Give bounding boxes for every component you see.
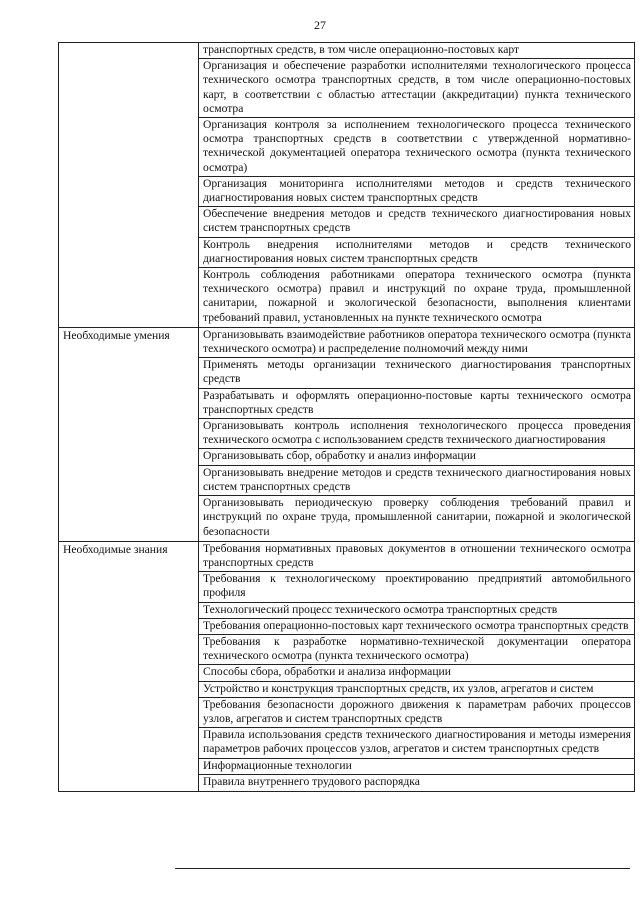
item-list: [199, 43, 634, 326]
list-item: Контроль внедрения исполнителями методов и средств технического диагностирования новых систем транспортных средств: [199, 238, 634, 268]
section-label: Необходимые умения: [63, 328, 170, 342]
table-body: [59, 43, 635, 792]
list-item: Организовывать контроль исполнения технологического процесса проведения технического осмотра с использованием средств технического диагностирования: [199, 419, 634, 449]
section-label-cell: [59, 43, 199, 328]
list-item: Информационные технологии: [199, 759, 634, 775]
list-item: Разрабатывать и оформлять операционно-постовые карты технического осмотра транспортных средств: [199, 389, 634, 419]
list-item: Технологический процесс технического осмотра транспортных средств: [199, 603, 634, 619]
list-item: Организовывать взаимодействие работников оператора технического осмотра (пункта технического осмотра) и распределение полномочий между ними: [199, 328, 634, 358]
list-item: Организовывать сбор, обработку и анализ информации: [199, 449, 634, 465]
list-item: Требования к разработке нормативно-технической документации оператора технического осмотра (пункта технического осмотра): [199, 635, 634, 665]
item-list: [199, 542, 634, 790]
list-item: Правила внутреннего трудового распорядка: [203, 774, 420, 788]
table-row: [59, 541, 635, 791]
section-items-cell: [199, 327, 635, 541]
list-item: Применять методы организации технического диагностирования транспортных средств: [199, 358, 634, 388]
list-item: Требования к технологическому проектированию предприятий автомобильного профиля: [199, 572, 634, 602]
list-item: Обеспечение внедрения методов и средств технического диагностирования новых систем транспортных средств: [199, 207, 634, 237]
list-item: Организация мониторинга исполнителями методов и средств технического диагностирования новых систем транспортных средств: [199, 177, 634, 207]
section-items-cell: [199, 43, 635, 328]
item-list: [199, 328, 634, 540]
list-item: Требования безопасности дорожного движения к параметрам рабочих процессов узлов, агрегатов и систем транспортных средств: [199, 698, 634, 728]
bottom-rule: [175, 868, 630, 869]
list-item: Требования операционно-постовых карт технического осмотра транспортных средств: [199, 619, 634, 635]
list-item: Способы сбора, обработки и анализа информации: [199, 665, 634, 681]
list-item: Требования нормативных правовых документов в отношении технического осмотра транспортных средств: [199, 542, 634, 572]
section-label: [63, 43, 195, 44]
competency-table: [58, 42, 635, 792]
section-label: Необходимые знания: [63, 542, 168, 556]
list-item: Организация контроля за исполнением технологического процесса технического осмотра транспортных средств в соответствии с утвержденной нормативно-технической документацией оператора технического осмотра (пункта технического осмотра): [199, 118, 634, 177]
list-item: Организовывать внедрение методов и средств технического диагностирования новых систем транспортных средств: [199, 466, 634, 496]
list-item: Устройство и конструкция транспортных средств, их узлов, агрегатов и систем: [199, 682, 634, 698]
section-items-cell: [199, 541, 635, 791]
list-item: Организовывать периодическую проверку соблюдения требований правил и инструкций по охране труда, промышленной санитарии, пожарной и экологической безопасности: [203, 496, 631, 538]
section-label-cell: [59, 327, 199, 541]
list-item: Правила использования средств технического диагностирования и методы измерения параметров рабочих процессов узлов, агрегатов и систем транспортных средств: [199, 728, 634, 758]
list-item: Организация и обеспечение разработки исполнителями технологического процесса технического осмотра транспортных средств, в том числе операционно-постовых карт, в соответствии с областью аттестации (аккредитации) пункта технического осмотра: [199, 59, 634, 118]
table-row: [59, 327, 635, 541]
section-label-cell: [59, 541, 199, 791]
list-item: Контроль соблюдения работниками оператора технического осмотра (пункта технического осмотра) правил и инструкций по охране труда, промышленной санитарии, пожарной и экологической безопасности, выполнения клиентами требований правил, установленных на пункте технического осмотра: [203, 268, 631, 324]
list-item: транспортных средств, в том числе операционно-постовых карт: [199, 43, 634, 59]
page-number: 27: [314, 18, 326, 32]
table-row: [59, 43, 635, 328]
